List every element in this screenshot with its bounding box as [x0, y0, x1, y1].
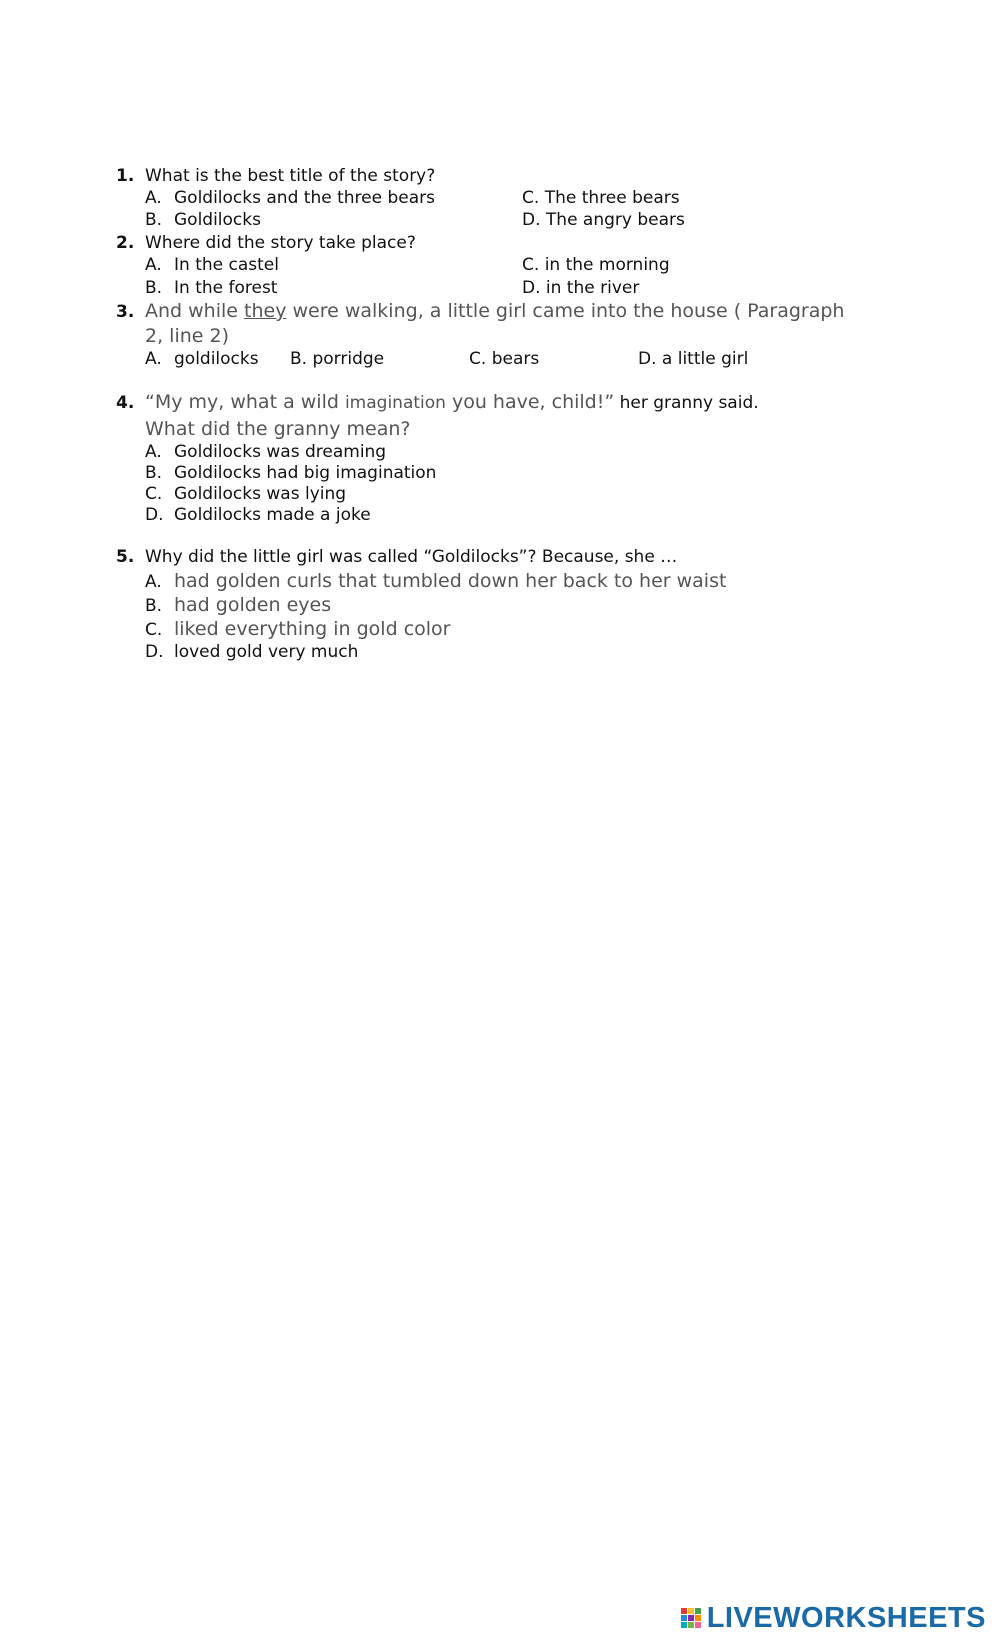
- option-b[interactable]: B. had golden eyes: [145, 594, 332, 616]
- logo-square: [695, 1622, 701, 1628]
- logo-square: [681, 1615, 687, 1621]
- question-number: 5.: [116, 547, 135, 567]
- option-d[interactable]: D. in the river: [522, 278, 640, 298]
- option-c[interactable]: C. liked everything in gold color: [145, 618, 451, 640]
- option-a[interactable]: A. Goldilocks and the three bears: [145, 188, 435, 208]
- question-stem-line-2: 2, line 2): [145, 325, 229, 347]
- option-a[interactable]: A. goldilocks: [145, 349, 259, 369]
- logo-square: [681, 1608, 687, 1614]
- option-c[interactable]: C. in the morning: [522, 255, 670, 275]
- option-d[interactable]: D. The angry bears: [522, 210, 685, 230]
- question-number: 4.: [116, 393, 135, 413]
- option-c[interactable]: C. The three bears: [522, 188, 680, 208]
- question-number: 1.: [116, 166, 135, 186]
- logo-text: LIVEWORKSHEETS: [706, 1602, 986, 1634]
- question-stem: Where did the story take place?: [145, 233, 416, 253]
- logo-grid-icon: [681, 1608, 703, 1630]
- option-b[interactable]: B. Goldilocks had big imagination: [145, 463, 437, 483]
- question-quote: “My my, what a wild imagination you have, child!” her granny said.: [145, 391, 759, 413]
- option-a[interactable]: A. had golden curls that tumbled down her back to her waist: [145, 570, 727, 592]
- question-number: 2.: [116, 233, 135, 253]
- logo-square: [695, 1615, 701, 1621]
- logo-square: [681, 1622, 687, 1628]
- question-stem: What is the best title of the story?: [145, 166, 436, 186]
- option-b[interactable]: B. In the forest: [145, 278, 278, 298]
- option-d[interactable]: D. a little girl: [638, 349, 749, 369]
- logo-square: [695, 1608, 701, 1614]
- question-stem: And while they were walking, a little girl came into the house ( Paragraph: [145, 300, 845, 322]
- option-a[interactable]: A. Goldilocks was dreaming: [145, 442, 387, 462]
- option-b[interactable]: B. Goldilocks: [145, 210, 261, 230]
- logo-square: [688, 1622, 694, 1628]
- logo-square: [688, 1615, 694, 1621]
- option-b[interactable]: B. porridge: [290, 349, 385, 369]
- option-d[interactable]: D. loved gold very much: [145, 642, 359, 662]
- question-number: 3.: [116, 302, 135, 322]
- option-c[interactable]: C. Goldilocks was lying: [145, 484, 347, 504]
- liveworksheets-logo[interactable]: [681, 1602, 986, 1635]
- option-c[interactable]: C. bears: [469, 349, 540, 369]
- option-a[interactable]: A. In the castel: [145, 255, 279, 275]
- underlined-word: they: [244, 300, 287, 322]
- question-stem: What did the granny mean?: [145, 418, 411, 440]
- question-stem: Why did the little girl was called “Goldilocks”? Because, she …: [145, 547, 678, 567]
- logo-square: [688, 1608, 694, 1614]
- option-d[interactable]: D. Goldilocks made a joke: [145, 505, 371, 525]
